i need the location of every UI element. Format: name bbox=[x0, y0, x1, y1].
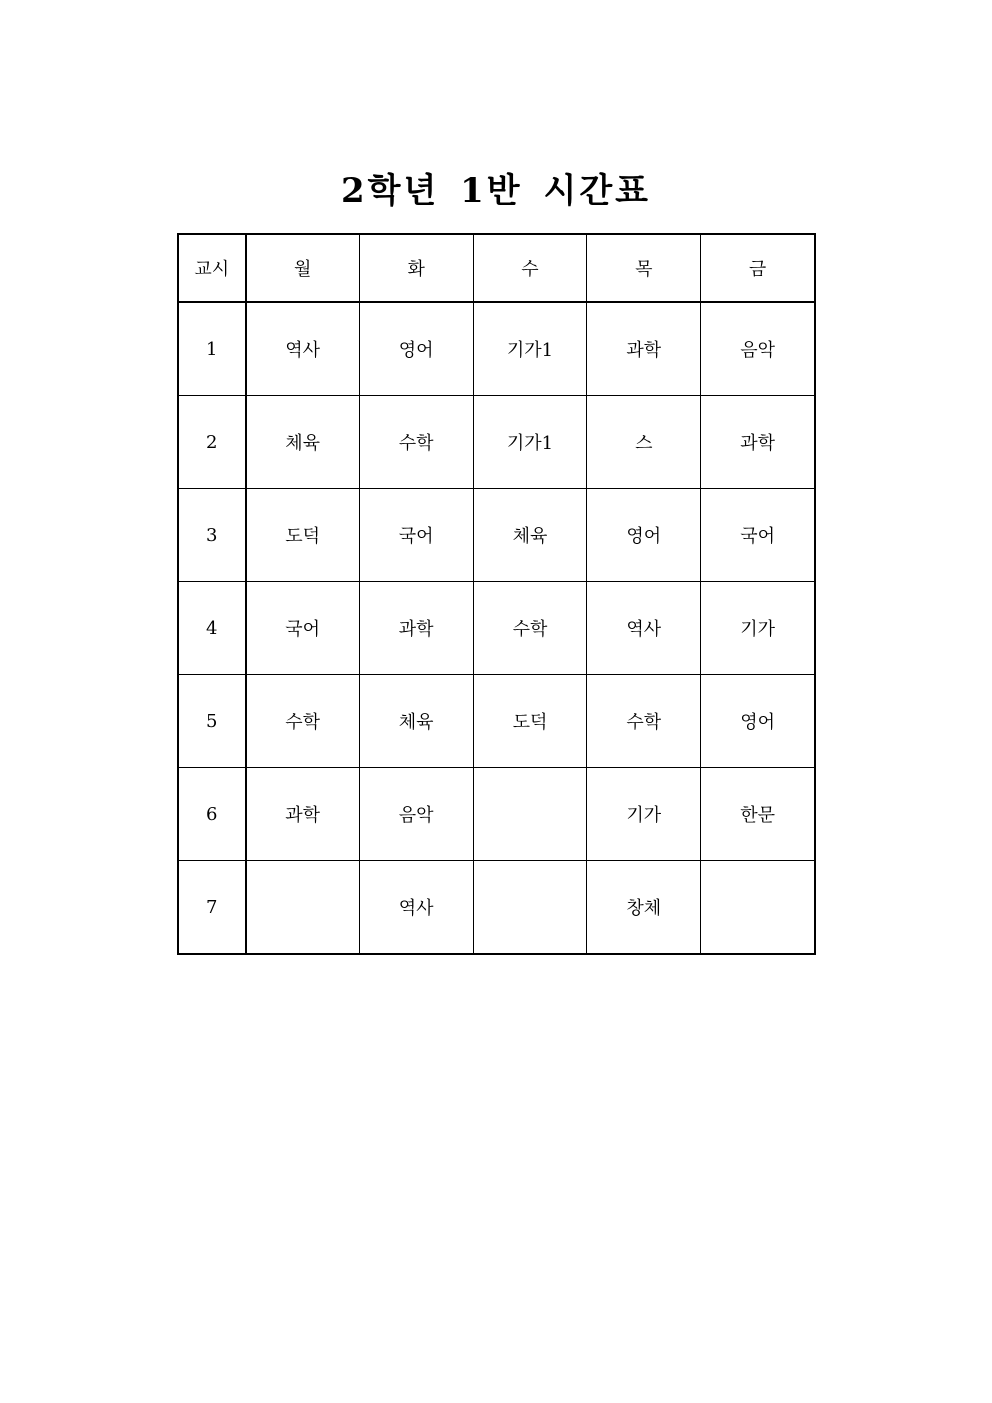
table-cell: 도덕 bbox=[473, 675, 587, 768]
table-cell: 기가1 bbox=[473, 396, 587, 489]
table-cell: 음악 bbox=[701, 302, 815, 396]
page-title: 2학년 1반 시간표 bbox=[340, 171, 652, 211]
period-cell: 1 bbox=[179, 302, 246, 396]
period-cell: 2 bbox=[179, 396, 246, 489]
table-cell: 도덕 bbox=[246, 489, 360, 582]
table-cell: 창체 bbox=[587, 861, 701, 954]
table-cell bbox=[473, 768, 587, 861]
table-row bbox=[179, 302, 815, 396]
header-period: 교시 bbox=[179, 235, 246, 303]
table-cell bbox=[701, 861, 815, 954]
period-cell: 5 bbox=[179, 675, 246, 768]
header-friday: 금 bbox=[701, 235, 815, 303]
table-row bbox=[179, 489, 815, 582]
table-cell: 기가 bbox=[587, 768, 701, 861]
table-cell: 과학 bbox=[359, 582, 473, 675]
header-thursday: 목 bbox=[587, 235, 701, 303]
table-cell: 역사 bbox=[246, 302, 360, 396]
table-cell: 역사 bbox=[359, 861, 473, 954]
table-row bbox=[179, 768, 815, 861]
table-cell: 역사 bbox=[587, 582, 701, 675]
period-cell: 4 bbox=[179, 582, 246, 675]
table-cell: 국어 bbox=[701, 489, 815, 582]
table-cell: 수학 bbox=[246, 675, 360, 768]
table-cell: 영어 bbox=[701, 675, 815, 768]
table-cell: 국어 bbox=[359, 489, 473, 582]
table-cell: 체육 bbox=[246, 396, 360, 489]
table-cell: 수학 bbox=[359, 396, 473, 489]
header-tuesday: 화 bbox=[359, 235, 473, 303]
table-cell: 과학 bbox=[701, 396, 815, 489]
table-cell: 수학 bbox=[473, 582, 587, 675]
timetable bbox=[178, 234, 815, 954]
header-monday: 월 bbox=[246, 235, 360, 303]
table-row bbox=[179, 396, 815, 489]
table-cell: 기가1 bbox=[473, 302, 587, 396]
table-cell: 체육 bbox=[359, 675, 473, 768]
header-wednesday: 수 bbox=[473, 235, 587, 303]
table-cell: 영어 bbox=[359, 302, 473, 396]
table-cell bbox=[473, 861, 587, 954]
table-cell: 국어 bbox=[246, 582, 360, 675]
table-cell: 체육 bbox=[473, 489, 587, 582]
period-cell: 6 bbox=[179, 768, 246, 861]
table-cell: 수학 bbox=[587, 675, 701, 768]
table-cell: 스 bbox=[587, 396, 701, 489]
header-row bbox=[179, 235, 815, 303]
table-cell bbox=[246, 861, 360, 954]
table-row bbox=[179, 675, 815, 768]
period-cell: 3 bbox=[179, 489, 246, 582]
table-cell: 음악 bbox=[359, 768, 473, 861]
table-cell: 과학 bbox=[246, 768, 360, 861]
table-row bbox=[179, 861, 815, 954]
table-row bbox=[179, 582, 815, 675]
table-cell: 과학 bbox=[587, 302, 701, 396]
table-cell: 영어 bbox=[587, 489, 701, 582]
table-cell: 한문 bbox=[701, 768, 815, 861]
period-cell: 7 bbox=[179, 861, 246, 954]
table-cell: 기가 bbox=[701, 582, 815, 675]
